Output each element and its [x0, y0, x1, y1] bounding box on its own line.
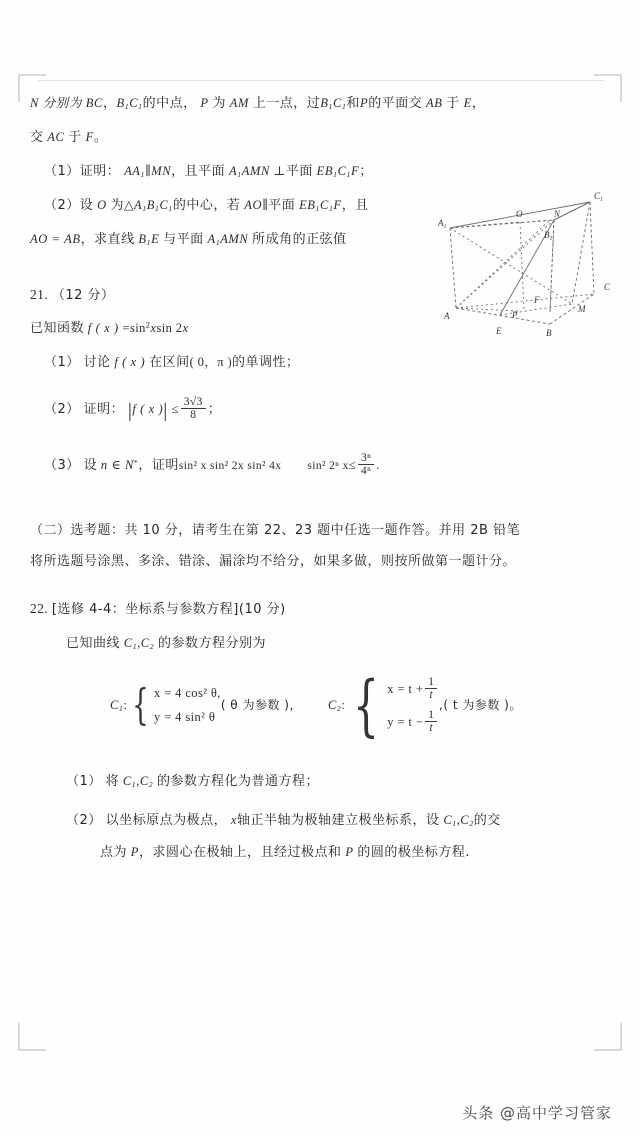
problem22-part-2-cont [0, 845, 640, 860]
segment-aa1: $AA_1$ [124, 163, 146, 180]
text-polar-axis: 轴正半轴为极轴建立极坐标系，设 [237, 813, 440, 829]
crop-mark-bottom-left [18, 1023, 46, 1051]
semicolon-2: ； [207, 401, 222, 417]
figure-label-p: P [512, 310, 518, 320]
text-plane-3: 平面 [268, 198, 296, 214]
function-f-of-x-2: f ( x ) [114, 355, 146, 370]
text-center-if: 的中心，若 [172, 198, 241, 214]
curve-c2-2: $C_2$ [139, 774, 154, 790]
c1-row-y: y = 4 sin² θ [154, 709, 216, 724]
interval-0-pi: ( 0，π ) [189, 355, 233, 370]
text-intersection: 的交 [473, 813, 501, 829]
curve-c1-2: $C_1$ [122, 774, 137, 790]
point-o-label: O [97, 198, 107, 213]
segment-ao: AO [244, 198, 263, 213]
fraction-3n-over-4n: $\frac{\text{3ⁿ}}{\text{4ⁿ}}$ [358, 452, 374, 477]
problem21-part-2 [0, 396, 640, 422]
comma-1: ， [102, 96, 117, 111]
text-sine-value: 所成角的正弦值 [252, 232, 347, 248]
semicolon-1: ； [359, 163, 373, 179]
period-2: . [376, 457, 380, 472]
equation-ao-ab: AO = AB [30, 232, 81, 247]
problem22-part-2 [0, 813, 640, 828]
text-polar-equation: 的圆的极坐标方程. [357, 844, 471, 860]
figure-label-b1: $B_1$ [544, 230, 553, 242]
text-wei-2: 为 [110, 198, 124, 214]
text-at-1: 于 [446, 96, 460, 111]
section2-instruction-2: 将所选题号涂黑、多涂、错涂、漏涂均不给分，如果多做，则按所做第一题计分。 [30, 553, 517, 569]
figure-label-m: M [578, 304, 586, 314]
part2-label: （2）设 [44, 198, 94, 214]
midpoint-text: 的中点， [142, 96, 197, 111]
problem22-points: (10 分) [238, 602, 286, 618]
text-monotonicity: 的单调性； [232, 355, 300, 371]
page-content [0, 96, 640, 859]
point-e-label: E [463, 96, 472, 110]
segment-bc: BC [85, 96, 103, 110]
c1-label: $C_1$: [110, 698, 128, 714]
problem21-points: （12 分） [51, 287, 115, 303]
segment-b1c1-2: $B_1C_1$ [320, 96, 347, 112]
comma-4: , [136, 774, 140, 789]
function-f-of-x-3: f ( x ) [132, 401, 164, 416]
text-known-function: 已知函数 [30, 321, 85, 337]
point-p-label-4: P [345, 844, 354, 859]
variable-x-2: x [182, 321, 189, 336]
sin-2x-operator: sin 2 [156, 321, 183, 336]
figure-label-o: O [516, 209, 523, 219]
p21-part3-label: （3） [44, 457, 80, 473]
p21-part1-label: （1） [44, 355, 80, 371]
figure-label-f: F [534, 295, 540, 305]
sin-operator-1: sin [129, 321, 146, 336]
fraction-3root3-over-8: $\frac{3√3}{8}$ [181, 396, 206, 421]
point-p-label-2: P [359, 96, 369, 110]
c1-parameter-note: ( θ 为参数 )， [220, 698, 302, 713]
text-meet: 交 [30, 130, 44, 146]
text-param-eq: 的参数方程分别为 [157, 635, 266, 651]
problem22-part-1 [0, 774, 640, 789]
function-f-of-x: f ( x ) [87, 321, 119, 336]
segment-am: AM [229, 96, 249, 110]
segment-ab: AB [426, 96, 443, 110]
point-n-label: N 分别为 [30, 96, 82, 110]
problem20-part-2 [0, 198, 640, 213]
problem21-header [0, 288, 640, 303]
natural-numbers-symbol: N* [124, 457, 139, 472]
text-pole-origin: 以坐标原点为极点， [105, 813, 228, 829]
text-point-is: 点为 [100, 844, 128, 860]
section2-instruction-1: （二）选考题：共 10 分，请考生在第 22、23 题中任选一题作答。并用 2B 铅笔 [30, 522, 521, 538]
plane-eb1c1f-2: $EB_1C_1F$ [299, 198, 342, 214]
toutiao-watermark: 头条 @高中学习管家 [462, 1104, 612, 1122]
watermark-footer [0, 1102, 640, 1123]
variable-x-1: x [150, 321, 157, 336]
less-equal-1: ≤ [171, 401, 179, 416]
segment-mn: MN [151, 163, 172, 178]
parametric-equations-block [0, 666, 640, 744]
segment-b1c1: $B_1C_1$ [116, 96, 143, 112]
text-circle-center: ，求圆心在极轴上，且经过极点和 [139, 844, 342, 860]
text-wei-1: 为 [212, 96, 226, 111]
segment-ac: AC [47, 130, 65, 145]
problem22-title: [选修 4-4：坐标系与参数方程] [51, 602, 239, 618]
point-p-label-3: P [130, 844, 140, 859]
abs-bar-left: | [127, 399, 133, 422]
section2-line-1 [0, 523, 640, 538]
p22-part1-label: （1） [66, 774, 102, 790]
crop-mark-bottom-right [594, 1023, 622, 1051]
triangle-a1b1c1: $A_1B_1C_1$ [134, 198, 173, 214]
curve-c1: $C_1$ [123, 635, 138, 652]
problem20-line-1 [0, 96, 640, 111]
p21-part2-label: （2） [44, 401, 80, 417]
c2-row-y: y = t − $\frac{1}{t}$ [387, 706, 439, 739]
text-at-2: 于 [68, 130, 82, 146]
problem22-number: 22. [30, 601, 49, 617]
abs-bar-right: | [163, 399, 168, 422]
page-top-rule [38, 80, 604, 81]
c1-row-x: x = 4 cos² θ, [154, 685, 221, 700]
comma-5: , [456, 813, 461, 828]
variable-x-axis: x [230, 813, 238, 828]
c1-system: { x = 4 cos² θ, y = 4 sin² θ [132, 680, 221, 730]
text-discuss: 讨论 [83, 355, 111, 371]
text-let: 设 [83, 457, 98, 473]
problem21-part-1 [0, 355, 640, 370]
figure-label-c1: $C_1$ [594, 191, 604, 203]
figure-label-b: B [546, 328, 552, 338]
curve-c1-3: $C_1$ [443, 813, 457, 829]
c2-label: $C_2$: [327, 698, 346, 714]
problem22-header [0, 602, 640, 617]
c2-system: { x = t + $\frac{1}{t}$ y = t − $\frac{1}{t}$ [345, 673, 439, 738]
plane-eb1c1f: $EB_1C_1F$ [316, 163, 360, 180]
text-on-point: 上一点，过 [252, 96, 321, 111]
text-prove-1: 证明： [83, 401, 125, 417]
text-find-line: ，求直线 [80, 232, 135, 248]
text-plane-2: 平面 [285, 163, 313, 179]
perpendicular-symbol: ⊥ [273, 163, 286, 178]
sin-squared-tail: sin² 2ⁿ x [307, 459, 349, 472]
point-f-label: F [85, 130, 94, 145]
plane-a1amn: $A_1AMN$ [228, 163, 270, 180]
less-equal-2: ≤ [348, 457, 357, 472]
figure-label-e: E [496, 326, 502, 336]
problem20-line-2 [0, 130, 640, 145]
variable-n: n [100, 457, 108, 472]
problem21-part-3 [0, 452, 640, 477]
parallel-symbol: ∥ [145, 163, 152, 178]
sin-squared-product: sin² x sin² 2x sin² 4x [178, 459, 282, 472]
c2-row-x: x = t + $\frac{1}{t}$ [387, 673, 439, 706]
triangle-symbol: △ [124, 198, 135, 213]
segment-b1e: $B_1E$ [138, 232, 160, 248]
text-and-plane: ，且平面 [171, 163, 226, 179]
period-1: 。 [93, 130, 108, 146]
figure-label-a: A [444, 311, 450, 321]
text-with-plane: 与平面 [163, 232, 204, 248]
figure-label-c: C [604, 282, 611, 292]
text-known-curve: 已知曲线 [66, 635, 121, 651]
section2-line-2 [0, 554, 640, 569]
text-to-general-eq: 的参数方程化为普通方程； [157, 774, 320, 790]
text-and-2: ，且 [341, 198, 369, 214]
text-and: 和 [346, 96, 360, 111]
p22-part2-label: （2） [66, 813, 102, 829]
parallel-symbol-2: ∥ [262, 198, 269, 213]
problem21-number: 21. [30, 286, 49, 302]
equals-sign: = [122, 321, 130, 336]
c2-parameter-note: ,( t 为参数 )。 [439, 698, 522, 713]
text-prove-2: ，证明 [138, 457, 179, 473]
figure-label-a1: $A_1$ [438, 218, 447, 230]
element-of-symbol: ∈ [111, 457, 122, 472]
problem22-stem [0, 636, 640, 651]
curve-c2-3: $C_2$ [460, 813, 474, 829]
curve-c2: $C_2$ [140, 635, 155, 652]
comma-2: ， [471, 96, 486, 111]
plane-a1amn-2: $A_1AMN$ [207, 232, 249, 248]
text-plane-meets: 的平面交 [368, 96, 423, 111]
figure-label-n: N [554, 209, 561, 219]
text-on-interval: 在区间 [149, 355, 190, 371]
exponent-2: 2 [145, 321, 151, 331]
problem20-part-1 [0, 164, 640, 179]
comma-3: , [137, 635, 141, 650]
part1-label: （1）证明： [44, 163, 121, 179]
text-convert: 将 [105, 774, 120, 790]
problem21-stem [0, 321, 640, 336]
point-p-label: P [200, 96, 209, 110]
problem20-part-2-cont [0, 232, 640, 247]
